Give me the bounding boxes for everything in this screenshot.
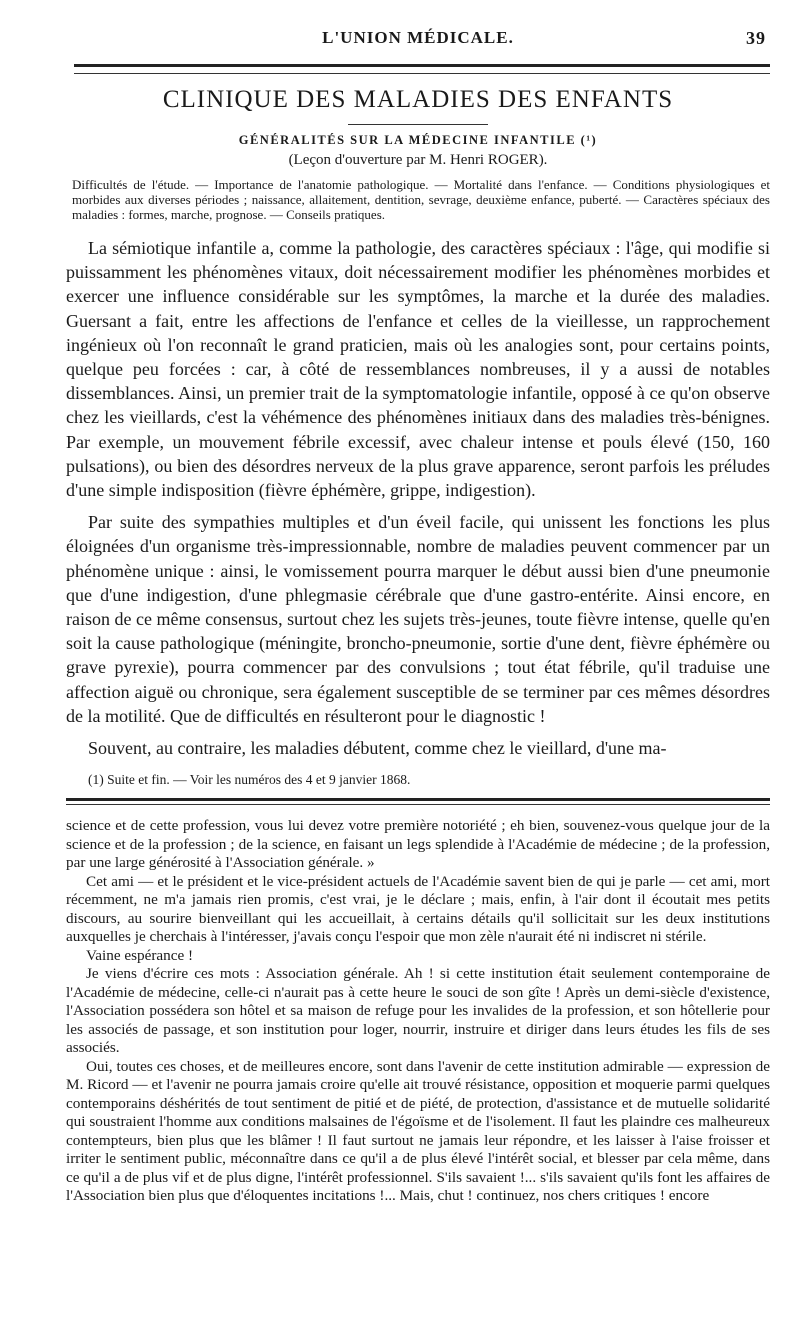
article-paragraph: La sémiotique infantile a, comme la pathologie, des caractères spéciaux : l'âge, qui modifie si puissamment les phénomènes vitaux, doit nécessairement modifier les phénomènes morbides et exercer une influence considérable sur les symptômes, la marche et la durée des maladies. Guersant a fait, entre les affections de l'enfance et celles de la vieillesse, un rapprochement ingénieux où l'on reconnaît le grand praticien, mais où les analogies sont, pour certains points, quelque peu forcées : car, à côté de ressemblances nombreuses, il y a aussi de notables dissemblances. Ainsi, un premier trait de la symptomatologie infantile, opposé à ce qu'on observe chez les vieillards, c'est la véhémence des phénomènes initiaux dans des maladies très-bénignes. Par exemple, un mouvement fébrile excessif, avec chaleur intense et pouls élevé (150, 160 pulsations), ou bien des désordres nerveux de la plus grave apparence, seront parfois les préludes d'une simple indisposition (fièvre éphémère, grippe, indigestion). — [66, 238, 770, 501]
feuilleton-paragraph: Vaine espérance ! — [86, 946, 194, 964]
footnote: (1) Suite et fin. — Voir les numéros des 4 et 9 janvier 1868. — [88, 772, 411, 788]
article-paragraph: Par suite des sympathies multiples et d'un éveil facile, qui unissent les fonctions les plus éloignées d'un organisme très-impressionnable, nombre de maladies peuvent commencer par un phénomène unique : ainsi, le vomissement pourra marquer le début aussi bien d'une pneumonie que d'une indigestion, d'une phlegmasie cérébrale que d'une gastro-entérite. Ainsi encore, en raison de ce même consensus, surtout chez les sujets très-jeunes, toute fièvre intense, quelle qu'en soit la cause pathologique (méningite, broncho-pneumonie, sortie d'une dent, fièvre éphémère ou grave pyrexie), pourra commencer par des convulsions ; tout état fébrile, qu'il traduise une affection aiguë ou chronique, sera également susceptible de se terminer par ces mêmes désordres de la motilité. Que de difficultés en résulteront pour le diagnostic ! — [66, 512, 770, 726]
article-subtitle: GÉNÉRALITÉS SUR LA MÉDECINE INFANTILE (¹) — [238, 133, 598, 147]
page-number: 39 — [746, 28, 766, 48]
article-summary: Difficultés de l'étude. — Importance de l'anatomie pathologique. — Mortalité dans l'enfance. — Conditions physiologiques et morbides aux diverses périodes ; naissance, allaitement, dentition, sevrage, deuxième enfance, puberté. — Caractères spéciaux des maladies : formes, marche, prognose. — Conseils pratiques. — [72, 177, 770, 222]
lecture-byline: (Leçon d'ouverture par M. Henri ROGER). — [288, 152, 548, 168]
feuilleton-separator — [66, 798, 770, 805]
title-rule — [348, 124, 488, 125]
article-title: CLINIQUE DES MALADIES DES ENFANTS — [162, 86, 674, 113]
article-paragraph: Souvent, au contraire, les maladies débutent, comme chez le vieillard, d'une ma- — [88, 738, 667, 759]
feuilleton-paragraph: Oui, toutes ces choses, et de meilleures encore, sont dans l'avenir de cette institution admirable — expression de M. Ricord — et l'avenir ne pourra jamais croire qu'elle ait trouvé résistance, opposition et moquerie parmi quelques contemporains déshérités de tout sentiment de pitié et de piété, de protection, d'assistance et de mutuelle solidarité qui soustraient l'homme aux conditions malsaines de l'égoïsme et de l'isolement. Il faut les plaindre ces malheureux contempteurs, bien plus que les blâmer ! Il faut surtout ne jamais leur répondre, et les laisser à l'aise froisser et irriter le sentiment public, méconnaître dans ce qu'il a de plus élevé l'intérêt social, et blesser par cela même, dans ce qu'il a de plus vif et de plus digne, l'intérêt professionnel. S'ils savaient !... s'ils savaient qu'ils font les affaires de l'Association bien plus que d'éloquentes incitations !... Mais, chut ! continuez, nos chers critiques ! encore — [66, 1057, 770, 1205]
header-rule — [74, 64, 770, 67]
header-rule-thin — [74, 73, 770, 74]
running-head — [66, 28, 770, 64]
feuilleton-paragraph: science et de cette profession, vous lui devez votre première notoriété ; eh bien, souvenez-vous quelque jour de la science et de la profession ; de la science, en faisant un legs splendide à l'Académie de médecine ; de la profession, par une large générosité à l'Association générale. » — [66, 817, 770, 872]
feuilleton-paragraph: Je viens d'écrire ces mots : Association générale. Ah ! si cette institution était seulement contemporaine de l'Académie de médecine, celle-ci n'aurait pas à cette heure le souci de son gîte ! Après un demi-siècle d'existence, l'Association possédera son hôtel et sa maison de refuge pour les invalides de la profession, et son hôtellerie pour les associés de passage, et son institution pour loger, nourrir, instruire et diriger dans leurs études les fils de ses associés. — [66, 965, 770, 1057]
feuilleton-paragraph: Cet ami — et le président et le vice-président actuels de l'Académie savent bien de qui je parle — cet ami, mort récemment, ne m'a jamais rien promis, c'est vrai, je le déclare ; mais, enfin, à l'air dont il écoutait mes petits discours, au sourire bienveillant qui les accueillait, à certains détails qu'il sollicitait sur les deux institutions auxquelles je cherchais à l'intéresser, j'avais conçu l'espoir que mon zèle n'aurait été ni indiscret ni stérile. — [66, 872, 770, 946]
running-title: L'UNION MÉDICALE. — [322, 28, 514, 47]
